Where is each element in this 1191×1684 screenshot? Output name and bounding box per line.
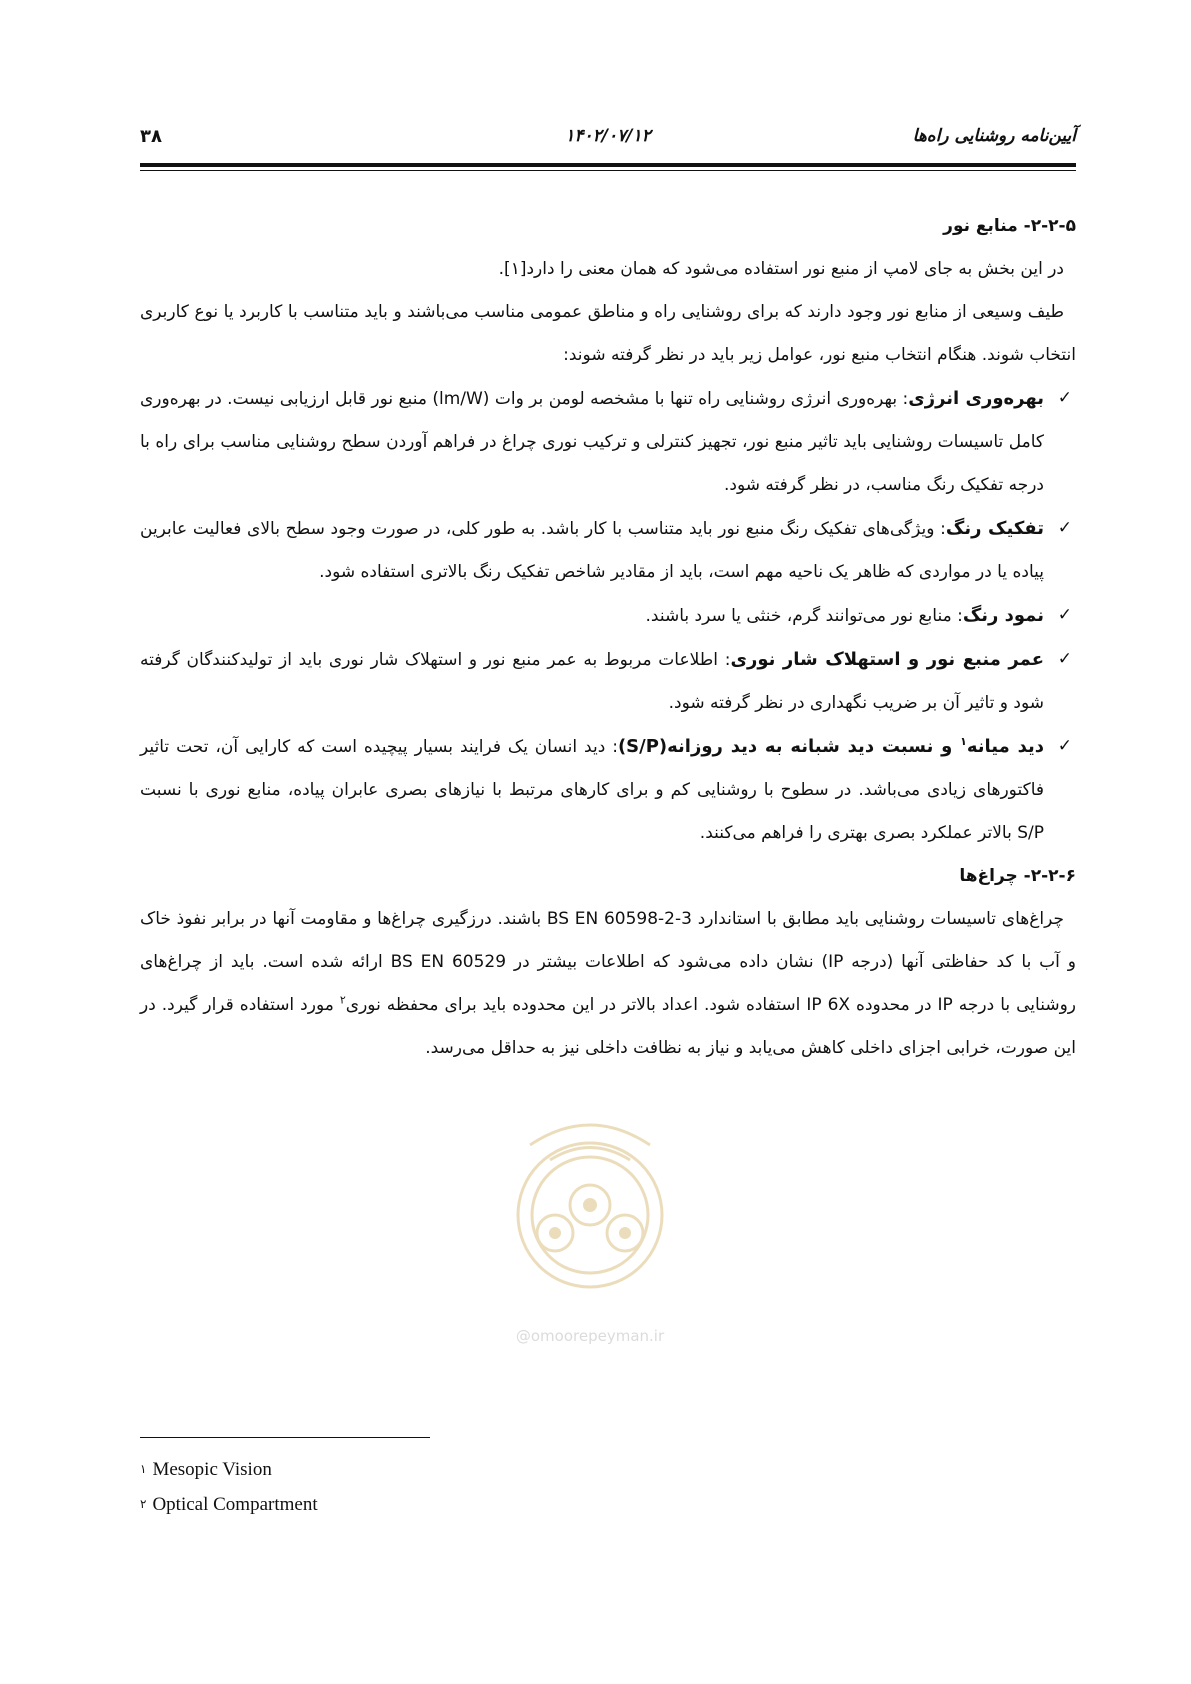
header-title: آیین‌نامه روشنایی راه‌ها [912, 126, 1076, 146]
page-header [140, 126, 1076, 156]
header-rule-thin [140, 170, 1076, 171]
checkmark-icon: ✓ [1057, 518, 1072, 538]
term-part: و نسبت دید شبانه به دید روزانه(S/P) [617, 736, 961, 757]
footnote-mark: ۱ [140, 1462, 147, 1476]
watermark-text: @omoorepeyman.ir [515, 1327, 665, 1345]
checkmark-icon: ✓ [1057, 649, 1072, 669]
list-item [140, 507, 1076, 594]
header-rule-thick [140, 163, 1076, 167]
page-number: ۳۸ [140, 126, 162, 147]
list-item-text: : ویژگی‌های تفکیک رنگ منبع نور باید متناسب با کار باشد. به طور کلی، در صورت وجود سطح بالای فعالیت عابرین پیاده یا در مواردی که ظاهر یک ناحیه مهم است، باید از مقادیر شاخص تفکیک رنگ بالاتری استفاده شود. [140, 519, 1044, 582]
footnote-mark: ۲ [140, 1497, 147, 1511]
paragraph [140, 898, 1076, 1070]
paragraph-text: چراغ‌های تاسیسات روشنایی باید مطابق با استاندارد BS EN 60598-2-3 باشند. درزگیری چراغ‌ها و مقاومت آنها در برابر نفوذ خاک و آب با کد حفاظتی آنها (درجه IP) نشان داده می‌شود که اطلاعات بیشتر در BS EN 60529 ارائه شده است. باید از چراغ‌های روشنایی با درجه IP در محدوده IP 6X استفاده شود. اعداد بالاتر در این محدوده باید برای محفظه نوری [140, 909, 1076, 1015]
list-item-text: : بهره‌وری انرژی روشنایی راه تنها با مشخصه لومن بر وات (lm/W) منبع نور قابل ارزیابی نیست. در بهره‌وری کامل تاسیسات روشنایی باید تاثیر منبع نور، تجهیز کنترلی و ترکیب نوری چراغ در فراهم آوردن سطح روشنایی مناسب برای راه با درجه تفکیک رنگ مناسب، در نظر گرفته شود. [140, 389, 1044, 495]
list-item [140, 594, 1076, 638]
list-item-text: : اطلاعات مربوط به عمر منبع نور و استهلاک شار نوری باید از تولیدکنندگان گرفته شود و تاثیر آن بر ضریب نگهداری در نظر گرفته شود. [140, 650, 1044, 713]
paragraph: طیف وسیعی از منابع نور وجود دارند که برای روشنایی راه و مناطق عمومی مناسب می‌باشند و باید متناسب با کاربرد یا نوع کاربری انتخاب شوند. هنگام انتخاب منبع نور، عوامل زیر باید در نظر گرفته شوند: [140, 302, 1076, 365]
footnote-ref[interactable]: ۲ [339, 993, 346, 1007]
footnotes [140, 1452, 318, 1522]
list-item-text: : دید انسان یک فرایند بسیار پیچیده است که کارایی آن، تحت تاثیر فاکتورهای زیادی می‌باشد. در سطوح با روشنایی کم و برای کارهای مرتبط با نیازهای بصری عابران پیاده، منابع نوری با نسبت S/P بالاتر عملکرد بصری بهتری را فراهم می‌کنند. [140, 737, 1044, 843]
list-item-term: عمر منبع نور و استهلاک شار نوری [730, 649, 1044, 670]
checkmark-icon: ✓ [1057, 605, 1072, 625]
list-item [140, 638, 1076, 725]
list-item-term: نمود رنگ [962, 605, 1044, 626]
section-heading-luminaires: ۲-۲-۶- چراغ‌ها [959, 866, 1076, 886]
watermark [490, 1105, 690, 1345]
footnote-separator [140, 1437, 430, 1438]
footnote-text: Mesopic Vision [152, 1459, 272, 1480]
page-body [140, 205, 1076, 1070]
checkmark-icon: ✓ [1057, 388, 1072, 408]
checkmark-icon: ✓ [1057, 736, 1072, 756]
section-heading-light-sources: ۲-۲-۵- منابع نور [943, 216, 1076, 236]
list-item-term: بهره‌وری انرژی [908, 388, 1045, 409]
list-item-term [618, 736, 1044, 757]
criteria-list [140, 377, 1076, 855]
paragraph-text: مورد استفاده قرار گیرد. در این صورت، خرابی اجزای داخلی کاهش می‌یابد و نیاز به نظافت داخلی نیز به حداقل می‌رسد. [140, 995, 1076, 1058]
watermark-seal-icon [490, 1105, 690, 1320]
footnote [140, 1487, 318, 1522]
list-item-text: : منابع نور می‌توانند گرم، خنثی یا سرد باشند. [645, 606, 963, 626]
list-item [140, 377, 1076, 507]
header-date: ۱۴۰۲/۰۷/۱۲ [565, 126, 651, 146]
list-item [140, 725, 1076, 855]
footnote-text: Optical Compartment [152, 1494, 318, 1515]
footnote-ref[interactable]: ۱ [960, 735, 967, 748]
paragraph: در این بخش به جای لامپ از منبع نور استفاده می‌شود که همان معنی را دارد[۱]. [498, 259, 1064, 279]
list-item-term: تفکیک رنگ [945, 518, 1045, 539]
footnote [140, 1452, 318, 1487]
term-part: دید میانه [966, 736, 1044, 757]
